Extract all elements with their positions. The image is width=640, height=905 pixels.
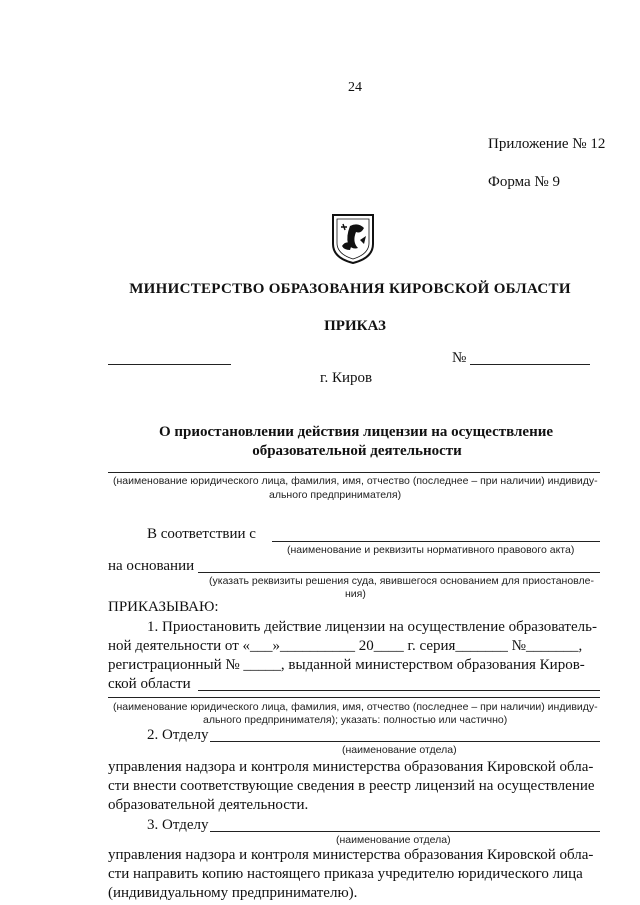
number-line [470,364,590,365]
item2-lead: 2. Отделу [147,727,209,743]
order-heading: ПРИКАЗ [324,318,386,334]
entity-caption-2: ального предпринимателя) [269,489,402,501]
appendix-label: Приложение № 12 [488,136,606,152]
on-basis-label: на основании [108,558,195,574]
number-sign: № [452,350,467,366]
item1-fill-line [198,690,600,691]
dept2-line [210,831,600,832]
court-caption-2: ния) [345,588,366,600]
item3-lead: 3. Отделу [147,817,209,833]
entity2-caption-1: (наименование юридического лица, фамилия, имя, отчество (последнее – при наличии) индивиду- [113,701,598,713]
page-number: 24 [348,80,362,95]
item3-line-3: (индивидуальному предпринимателю). [108,885,358,901]
ministry-title: МИНИСТЕРСТВО ОБРАЗОВАНИЯ КИРОВСКОЙ ОБЛАСТИ [129,281,571,297]
court-caption-1: (указать реквизиты решения суда, явившегося основанием для приостановле- [209,575,594,587]
normative-line [272,541,600,542]
order-word: ПРИКАЗЫВАЮ: [108,599,219,615]
item2-line-2: сти внести соответствующие сведения в реестр лицензий на осуществление [108,778,595,794]
form-label: Форма № 9 [488,174,560,190]
entity-line [108,472,600,473]
item1-line-1: 1. Приостановить действие лицензии на осуществление образователь- [147,619,597,635]
dept-line [210,741,600,742]
item1-line-2: ной деятельности от «___»__________ 20____ г. серия_______ №_______, [108,638,583,654]
coat-of-arms-emblem [330,212,376,266]
item2-line-3: образовательной деятельности. [108,797,309,813]
normative-caption: (наименование и реквизиты нормативного правового акта) [287,544,575,556]
dept-caption: (наименование отдела) [342,744,457,756]
item1-line-3: регистрационный № _____, выданной министерством образования Киров- [108,657,585,673]
item1-line-4: ской области [108,676,191,692]
in-accordance-label: В соответствии с [147,526,256,542]
court-line [198,572,600,573]
item3-line-2: сти направить копию настоящего приказа учредителю юридического лица [108,866,583,882]
item2-line-1: управления надзора и контроля министерства образования Кировской обла- [108,759,594,775]
doc-title-line-2: образовательной деятельности [252,443,462,459]
date-line [108,364,231,365]
dept2-caption: (наименование отдела) [336,834,451,846]
item3-line-1: управления надзора и контроля министерства образования Кировской обла- [108,847,594,863]
entity2-caption-2: ального предпринимателя); указать: полностью или частично) [203,714,508,726]
entity-caption-1: (наименование юридического лица, фамилия, имя, отчество (последнее – при наличии) индивиду- [113,475,598,487]
item1-entity-line [108,697,600,698]
doc-title-line-1: О приостановлении действия лицензии на осуществление [158,424,554,440]
city-label: г. Киров [320,370,373,386]
